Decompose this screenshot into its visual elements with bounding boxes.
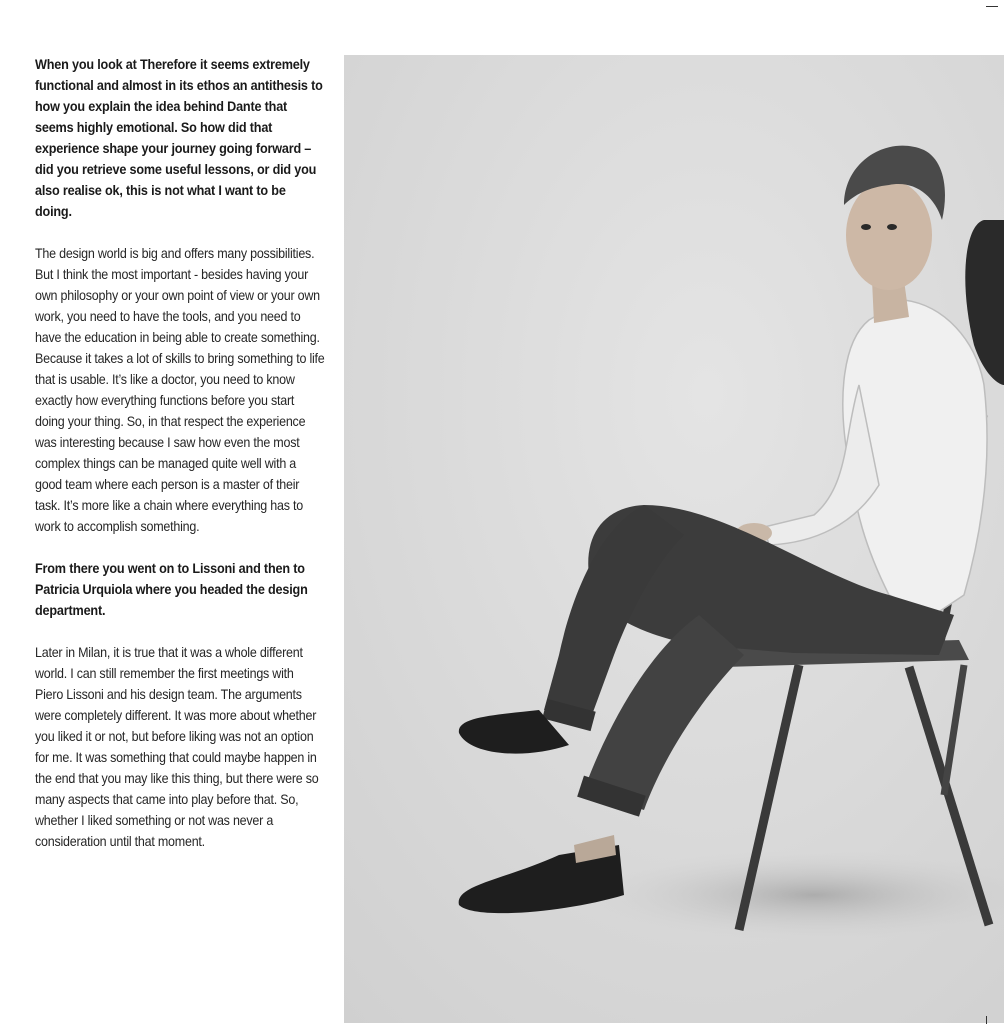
portrait-illustration [344,55,1004,1023]
answer-1: The design world is big and offers many possibilities. But I think the most important - besides having your own philosophy or your own point of view or your own work, you need to have the tools, and you need to have the education in being able to create something. Because it takes a lot of skills to bring something to life that is usable. It’s like a doctor, you need to know exactly how everything functions before you start doing your thing. So, in that respect the experience was interesting because I saw how even the most complex things can be managed quite well with a good team where each person is a master of their task. It’s more like a chain where everything has to work to accomplish something. [35,246,325,534]
crop-mark-bottom-right [986,1016,987,1024]
crop-mark-top-right [986,6,998,7]
answer-2: Later in Milan, it is true that it was a whole different world. I can still remember the first meetings with Piero Lissoni and his design team. The arguments were completely different. It was more about whether you liked it or not, but before liking was not an option for me. It was something that could maybe happen in the end that you may like this thing, but there were so many aspects that came into play before that. So, whether I liked something or not was never a consideration until that moment. [35,645,319,849]
question-2: From there you went on to Lissoni and then to Patricia Urquiola where you headed the design department. [35,561,308,618]
article-text-column [35,54,325,873]
portrait-photo [344,55,1004,1023]
question-1: When you look at Therefore it seems extremely functional and almost in its ethos an antithesis to how you explain the idea behind Dante that seems highly emotional. So how did that experience shape your journey going forward – did you retrieve some useful lessons, or did you also realise ok, this is not what I want to be doing. [35,57,323,219]
